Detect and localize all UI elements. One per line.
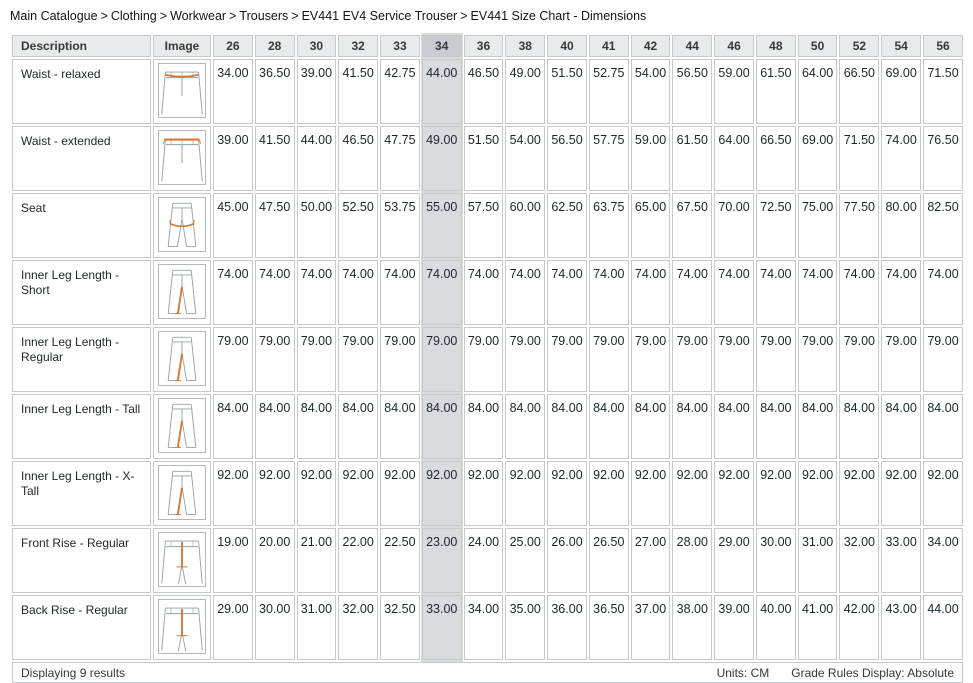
size-value-cell[interactable]: 84.00 bbox=[589, 394, 629, 459]
size-value-cell[interactable]: 92.00 bbox=[798, 461, 838, 526]
size-value-cell[interactable]: 46.50 bbox=[464, 59, 504, 124]
row-image-cell bbox=[153, 394, 211, 459]
size-value-cell[interactable]: 34.00 bbox=[923, 528, 963, 593]
row-description[interactable]: Inner Leg Length - Tall bbox=[12, 394, 151, 459]
size-value-cell[interactable]: 92.00 bbox=[547, 461, 587, 526]
size-value-cell[interactable]: 74.00 bbox=[338, 260, 378, 325]
size-value-cell[interactable]: 92.00 bbox=[464, 461, 504, 526]
column-header-size-48[interactable]: 48 bbox=[756, 35, 796, 57]
size-value-cell[interactable]: 92.00 bbox=[839, 461, 879, 526]
column-header-size-40[interactable]: 40 bbox=[547, 35, 587, 57]
column-header-image: Image bbox=[153, 35, 211, 57]
breadcrumb-separator: > bbox=[159, 9, 168, 23]
size-value-cell[interactable]: 92.00 bbox=[213, 461, 253, 526]
size-value-cell[interactable]: 74.00 bbox=[547, 260, 587, 325]
size-value-cell[interactable]: 54.00 bbox=[505, 126, 545, 191]
size-value-cell[interactable]: 79.00 bbox=[631, 327, 671, 392]
trouser-inner-leg-icon bbox=[158, 398, 206, 453]
size-value-cell[interactable]: 36.50 bbox=[255, 59, 295, 124]
size-value-cell[interactable]: 22.00 bbox=[338, 528, 378, 593]
size-value-cell[interactable]: 79.00 bbox=[714, 327, 754, 392]
size-value-cell[interactable]: 92.00 bbox=[756, 461, 796, 526]
row-image-cell bbox=[153, 59, 211, 124]
size-value-cell[interactable]: 49.00 bbox=[505, 59, 545, 124]
row-description[interactable]: Inner Leg Length - Regular bbox=[12, 327, 151, 392]
size-value-cell[interactable]: 84.00 bbox=[213, 394, 253, 459]
size-value-cell[interactable]: 69.00 bbox=[881, 59, 921, 124]
size-value-cell[interactable]: 51.50 bbox=[464, 126, 504, 191]
size-value-cell[interactable]: 79.00 bbox=[505, 327, 545, 392]
size-value-cell[interactable]: 31.00 bbox=[798, 528, 838, 593]
size-value-cell[interactable]: 46.50 bbox=[338, 126, 378, 191]
row-description[interactable]: Waist - extended bbox=[12, 126, 151, 191]
size-value-cell[interactable]: 92.00 bbox=[505, 461, 545, 526]
size-value-cell[interactable]: 36.50 bbox=[589, 595, 629, 660]
trouser-inner-leg-icon bbox=[158, 465, 206, 520]
size-value-cell[interactable]: 92.00 bbox=[672, 461, 712, 526]
trouser-inner-leg-icon bbox=[158, 264, 206, 319]
breadcrumb-item-clothing[interactable]: Clothing bbox=[110, 9, 157, 23]
size-chart-body bbox=[12, 59, 963, 660]
size-value-cell[interactable]: 79.00 bbox=[422, 327, 462, 392]
column-header-size-30[interactable]: 30 bbox=[297, 35, 337, 57]
trouser-waist-extended-icon bbox=[158, 130, 206, 185]
column-header-size-52[interactable]: 52 bbox=[839, 35, 879, 57]
column-header-size-32[interactable]: 32 bbox=[338, 35, 378, 57]
size-value-cell[interactable]: 75.00 bbox=[798, 193, 838, 258]
column-header-size-34[interactable]: 34 bbox=[422, 35, 462, 57]
size-value-cell[interactable]: 44.00 bbox=[422, 59, 462, 124]
size-value-cell[interactable]: 74.00 bbox=[589, 260, 629, 325]
size-value-cell[interactable]: 84.00 bbox=[839, 394, 879, 459]
column-header-size-41[interactable]: 41 bbox=[589, 35, 629, 57]
size-value-cell[interactable]: 22.50 bbox=[380, 528, 420, 593]
size-value-cell[interactable]: 92.00 bbox=[255, 461, 295, 526]
size-value-cell[interactable]: 56.50 bbox=[547, 126, 587, 191]
size-value-cell[interactable]: 65.00 bbox=[631, 193, 671, 258]
size-value-cell[interactable]: 61.50 bbox=[756, 59, 796, 124]
size-value-cell[interactable]: 80.00 bbox=[881, 193, 921, 258]
size-value-cell[interactable]: 74.00 bbox=[672, 260, 712, 325]
size-value-cell[interactable]: 79.00 bbox=[672, 327, 712, 392]
size-value-cell[interactable]: 74.00 bbox=[714, 260, 754, 325]
size-value-cell[interactable]: 84.00 bbox=[422, 394, 462, 459]
size-value-cell[interactable]: 84.00 bbox=[714, 394, 754, 459]
table-row bbox=[12, 528, 963, 593]
size-value-cell[interactable]: 34.00 bbox=[213, 59, 253, 124]
size-value-cell[interactable]: 40.00 bbox=[756, 595, 796, 660]
breadcrumb-separator: > bbox=[291, 9, 299, 23]
size-value-cell[interactable]: 49.00 bbox=[422, 126, 462, 191]
size-chart-table bbox=[10, 33, 965, 662]
size-value-cell[interactable]: 82.50 bbox=[923, 193, 963, 258]
size-value-cell[interactable]: 84.00 bbox=[464, 394, 504, 459]
trouser-waist-relaxed-icon bbox=[158, 63, 206, 118]
size-value-cell[interactable]: 24.00 bbox=[464, 528, 504, 593]
size-value-cell[interactable]: 64.00 bbox=[798, 59, 838, 124]
breadcrumb-item-main-catalogue[interactable]: Main Catalogue bbox=[10, 9, 98, 23]
row-description[interactable]: Front Rise - Regular bbox=[12, 528, 151, 593]
size-value-cell[interactable]: 84.00 bbox=[798, 394, 838, 459]
size-value-cell[interactable]: 39.00 bbox=[714, 595, 754, 660]
size-value-cell[interactable]: 92.00 bbox=[923, 461, 963, 526]
size-value-cell[interactable]: 92.00 bbox=[338, 461, 378, 526]
size-value-cell[interactable]: 47.50 bbox=[255, 193, 295, 258]
column-header-size-56[interactable]: 56 bbox=[923, 35, 963, 57]
size-value-cell[interactable]: 62.50 bbox=[547, 193, 587, 258]
size-value-cell[interactable]: 32.00 bbox=[338, 595, 378, 660]
size-value-cell[interactable]: 74.00 bbox=[756, 260, 796, 325]
size-value-cell[interactable]: 26.00 bbox=[547, 528, 587, 593]
size-value-cell[interactable]: 36.00 bbox=[547, 595, 587, 660]
breadcrumb-item-workwear[interactable]: Workwear bbox=[170, 9, 227, 23]
size-chart-table-container bbox=[10, 33, 965, 683]
size-value-cell[interactable]: 74.00 bbox=[464, 260, 504, 325]
size-value-cell[interactable]: 25.00 bbox=[505, 528, 545, 593]
column-header-size-54[interactable]: 54 bbox=[881, 35, 921, 57]
breadcrumb bbox=[10, 6, 965, 33]
size-value-cell[interactable]: 84.00 bbox=[338, 394, 378, 459]
size-value-cell[interactable]: 77.50 bbox=[839, 193, 879, 258]
row-image-cell bbox=[153, 528, 211, 593]
breadcrumb-item-ev441-ev4-service-trouser[interactable]: EV441 EV4 Service Trouser bbox=[301, 9, 458, 23]
size-value-cell[interactable]: 74.00 bbox=[297, 260, 337, 325]
table-row bbox=[12, 327, 963, 392]
size-value-cell[interactable]: 21.00 bbox=[297, 528, 337, 593]
size-value-cell[interactable]: 32.50 bbox=[380, 595, 420, 660]
breadcrumb-item-ev441-size-chart-dimensions[interactable]: EV441 Size Chart - Dimensions bbox=[470, 9, 647, 23]
row-description[interactable]: Inner Leg Length - X-Tall bbox=[12, 461, 151, 526]
size-value-cell[interactable]: 84.00 bbox=[297, 394, 337, 459]
size-value-cell[interactable]: 45.00 bbox=[213, 193, 253, 258]
size-value-cell[interactable]: 92.00 bbox=[422, 461, 462, 526]
trouser-back-rise-icon bbox=[158, 599, 206, 654]
size-value-cell[interactable]: 84.00 bbox=[881, 394, 921, 459]
table-row bbox=[12, 126, 963, 191]
size-value-cell[interactable]: 37.00 bbox=[631, 595, 671, 660]
size-value-cell[interactable]: 41.50 bbox=[255, 126, 295, 191]
row-description[interactable]: Seat bbox=[12, 193, 151, 258]
column-header-size-50[interactable]: 50 bbox=[798, 35, 838, 57]
trouser-front-rise-icon bbox=[158, 532, 206, 587]
size-value-cell[interactable]: 35.00 bbox=[505, 595, 545, 660]
size-value-cell[interactable]: 74.00 bbox=[923, 260, 963, 325]
size-value-cell[interactable]: 60.00 bbox=[505, 193, 545, 258]
size-value-cell[interactable]: 64.00 bbox=[714, 126, 754, 191]
size-value-cell[interactable]: 79.00 bbox=[798, 327, 838, 392]
size-value-cell[interactable]: 79.00 bbox=[380, 327, 420, 392]
row-image-cell bbox=[153, 461, 211, 526]
size-value-cell[interactable]: 74.00 bbox=[881, 126, 921, 191]
size-value-cell[interactable]: 34.00 bbox=[464, 595, 504, 660]
size-value-cell[interactable]: 92.00 bbox=[714, 461, 754, 526]
size-value-cell[interactable]: 26.50 bbox=[589, 528, 629, 593]
size-value-cell[interactable]: 92.00 bbox=[297, 461, 337, 526]
size-value-cell[interactable]: 74.00 bbox=[631, 260, 671, 325]
size-value-cell[interactable]: 76.50 bbox=[923, 126, 963, 191]
footer-settings bbox=[717, 666, 954, 680]
size-value-cell[interactable]: 79.00 bbox=[881, 327, 921, 392]
size-value-cell[interactable]: 92.00 bbox=[631, 461, 671, 526]
size-value-cell[interactable]: 55.00 bbox=[422, 193, 462, 258]
size-value-cell[interactable]: 59.00 bbox=[631, 126, 671, 191]
size-value-cell[interactable]: 44.00 bbox=[923, 595, 963, 660]
trouser-seat-icon bbox=[158, 197, 206, 252]
size-value-cell[interactable]: 84.00 bbox=[631, 394, 671, 459]
row-image-cell bbox=[153, 126, 211, 191]
size-value-cell[interactable]: 56.50 bbox=[672, 59, 712, 124]
size-value-cell[interactable]: 72.50 bbox=[756, 193, 796, 258]
table-row bbox=[12, 595, 963, 660]
size-value-cell[interactable]: 84.00 bbox=[547, 394, 587, 459]
size-value-cell[interactable]: 92.00 bbox=[881, 461, 921, 526]
size-value-cell[interactable]: 33.00 bbox=[422, 595, 462, 660]
table-row bbox=[12, 461, 963, 526]
size-value-cell[interactable]: 57.75 bbox=[589, 126, 629, 191]
size-value-cell[interactable]: 33.00 bbox=[881, 528, 921, 593]
size-value-cell[interactable]: 47.75 bbox=[380, 126, 420, 191]
size-value-cell[interactable]: 74.00 bbox=[422, 260, 462, 325]
grade-rules-label: Grade Rules Display: Absolute bbox=[791, 665, 954, 680]
size-chart-header bbox=[12, 35, 963, 57]
table-row bbox=[12, 59, 963, 124]
size-value-cell[interactable]: 41.50 bbox=[338, 59, 378, 124]
size-value-cell[interactable]: 63.75 bbox=[589, 193, 629, 258]
size-value-cell[interactable]: 74.00 bbox=[505, 260, 545, 325]
size-value-cell[interactable]: 84.00 bbox=[923, 394, 963, 459]
row-image-cell bbox=[153, 193, 211, 258]
size-value-cell[interactable]: 79.00 bbox=[547, 327, 587, 392]
size-value-cell[interactable]: 84.00 bbox=[672, 394, 712, 459]
size-value-cell[interactable]: 29.00 bbox=[213, 595, 253, 660]
size-value-cell[interactable]: 71.50 bbox=[839, 126, 879, 191]
size-value-cell[interactable]: 28.00 bbox=[672, 528, 712, 593]
size-value-cell[interactable]: 79.00 bbox=[297, 327, 337, 392]
size-value-cell[interactable]: 71.50 bbox=[923, 59, 963, 124]
header-row bbox=[12, 35, 963, 57]
size-value-cell[interactable]: 74.00 bbox=[839, 260, 879, 325]
size-value-cell[interactable]: 39.00 bbox=[297, 59, 337, 124]
size-value-cell[interactable]: 32.00 bbox=[839, 528, 879, 593]
size-value-cell[interactable]: 79.00 bbox=[464, 327, 504, 392]
table-row bbox=[12, 260, 963, 325]
row-description[interactable]: Waist - relaxed bbox=[12, 59, 151, 124]
row-description[interactable]: Back Rise - Regular bbox=[12, 595, 151, 660]
size-value-cell[interactable]: 79.00 bbox=[255, 327, 295, 392]
size-value-cell[interactable]: 42.00 bbox=[839, 595, 879, 660]
size-value-cell[interactable]: 79.00 bbox=[839, 327, 879, 392]
size-value-cell[interactable]: 92.00 bbox=[380, 461, 420, 526]
size-value-cell[interactable]: 92.00 bbox=[589, 461, 629, 526]
size-value-cell[interactable]: 67.50 bbox=[672, 193, 712, 258]
size-value-cell[interactable]: 38.00 bbox=[672, 595, 712, 660]
size-value-cell[interactable]: 74.00 bbox=[255, 260, 295, 325]
table-row bbox=[12, 394, 963, 459]
size-value-cell[interactable]: 74.00 bbox=[798, 260, 838, 325]
size-value-cell[interactable]: 39.00 bbox=[213, 126, 253, 191]
size-value-cell[interactable]: 44.00 bbox=[297, 126, 337, 191]
table-footer bbox=[12, 662, 963, 683]
size-value-cell[interactable]: 43.00 bbox=[881, 595, 921, 660]
column-header-size-42[interactable]: 42 bbox=[631, 35, 671, 57]
trouser-inner-leg-icon bbox=[158, 331, 206, 386]
column-header-size-46[interactable]: 46 bbox=[714, 35, 754, 57]
size-value-cell[interactable]: 57.50 bbox=[464, 193, 504, 258]
size-value-cell[interactable]: 84.00 bbox=[380, 394, 420, 459]
size-value-cell[interactable]: 61.50 bbox=[672, 126, 712, 191]
column-header-size-38[interactable]: 38 bbox=[505, 35, 545, 57]
column-header-description: Description bbox=[12, 35, 151, 57]
units-label: Units: CM bbox=[716, 665, 770, 680]
breadcrumb-separator: > bbox=[460, 9, 468, 23]
size-value-cell[interactable]: 84.00 bbox=[756, 394, 796, 459]
size-value-cell[interactable]: 31.00 bbox=[297, 595, 337, 660]
size-value-cell[interactable]: 79.00 bbox=[756, 327, 796, 392]
size-value-cell[interactable]: 27.00 bbox=[631, 528, 671, 593]
row-image-cell bbox=[153, 327, 211, 392]
table-row bbox=[12, 193, 963, 258]
breadcrumb-separator: > bbox=[229, 9, 237, 23]
size-value-cell[interactable]: 20.00 bbox=[255, 528, 295, 593]
size-value-cell[interactable]: 53.75 bbox=[380, 193, 420, 258]
row-image-cell bbox=[153, 595, 211, 660]
size-value-cell[interactable]: 74.00 bbox=[881, 260, 921, 325]
size-value-cell[interactable]: 42.75 bbox=[380, 59, 420, 124]
size-value-cell[interactable]: 30.00 bbox=[255, 595, 295, 660]
size-value-cell[interactable]: 84.00 bbox=[505, 394, 545, 459]
size-value-cell[interactable]: 79.00 bbox=[589, 327, 629, 392]
column-header-size-28[interactable]: 28 bbox=[255, 35, 295, 57]
breadcrumb-item-trousers[interactable]: Trousers bbox=[239, 9, 289, 23]
size-value-cell[interactable]: 30.00 bbox=[756, 528, 796, 593]
results-count: Displaying 9 results bbox=[21, 665, 126, 680]
size-value-cell[interactable]: 66.50 bbox=[756, 126, 796, 191]
size-value-cell[interactable]: 19.00 bbox=[213, 528, 253, 593]
size-value-cell[interactable]: 74.00 bbox=[213, 260, 253, 325]
column-header-size-44[interactable]: 44 bbox=[672, 35, 712, 57]
row-image-cell bbox=[153, 260, 211, 325]
breadcrumb-separator: > bbox=[100, 9, 108, 23]
size-value-cell[interactable]: 52.75 bbox=[589, 59, 629, 124]
size-value-cell[interactable]: 70.00 bbox=[714, 193, 754, 258]
size-value-cell[interactable]: 29.00 bbox=[714, 528, 754, 593]
size-value-cell[interactable]: 79.00 bbox=[213, 327, 253, 392]
column-header-size-33[interactable]: 33 bbox=[380, 35, 420, 57]
size-value-cell[interactable]: 23.00 bbox=[422, 528, 462, 593]
size-value-cell[interactable]: 51.50 bbox=[547, 59, 587, 124]
size-value-cell[interactable]: 52.50 bbox=[338, 193, 378, 258]
size-value-cell[interactable]: 79.00 bbox=[338, 327, 378, 392]
row-description[interactable]: Inner Leg Length - Short bbox=[12, 260, 151, 325]
size-value-cell[interactable]: 66.50 bbox=[839, 59, 879, 124]
size-value-cell[interactable]: 41.00 bbox=[798, 595, 838, 660]
column-header-size-36[interactable]: 36 bbox=[464, 35, 504, 57]
size-value-cell[interactable]: 54.00 bbox=[631, 59, 671, 124]
size-value-cell[interactable]: 59.00 bbox=[714, 59, 754, 124]
size-value-cell[interactable]: 50.00 bbox=[297, 193, 337, 258]
size-value-cell[interactable]: 79.00 bbox=[923, 327, 963, 392]
size-value-cell[interactable]: 84.00 bbox=[255, 394, 295, 459]
size-value-cell[interactable]: 74.00 bbox=[380, 260, 420, 325]
column-header-size-26[interactable]: 26 bbox=[213, 35, 253, 57]
size-value-cell[interactable]: 69.00 bbox=[798, 126, 838, 191]
